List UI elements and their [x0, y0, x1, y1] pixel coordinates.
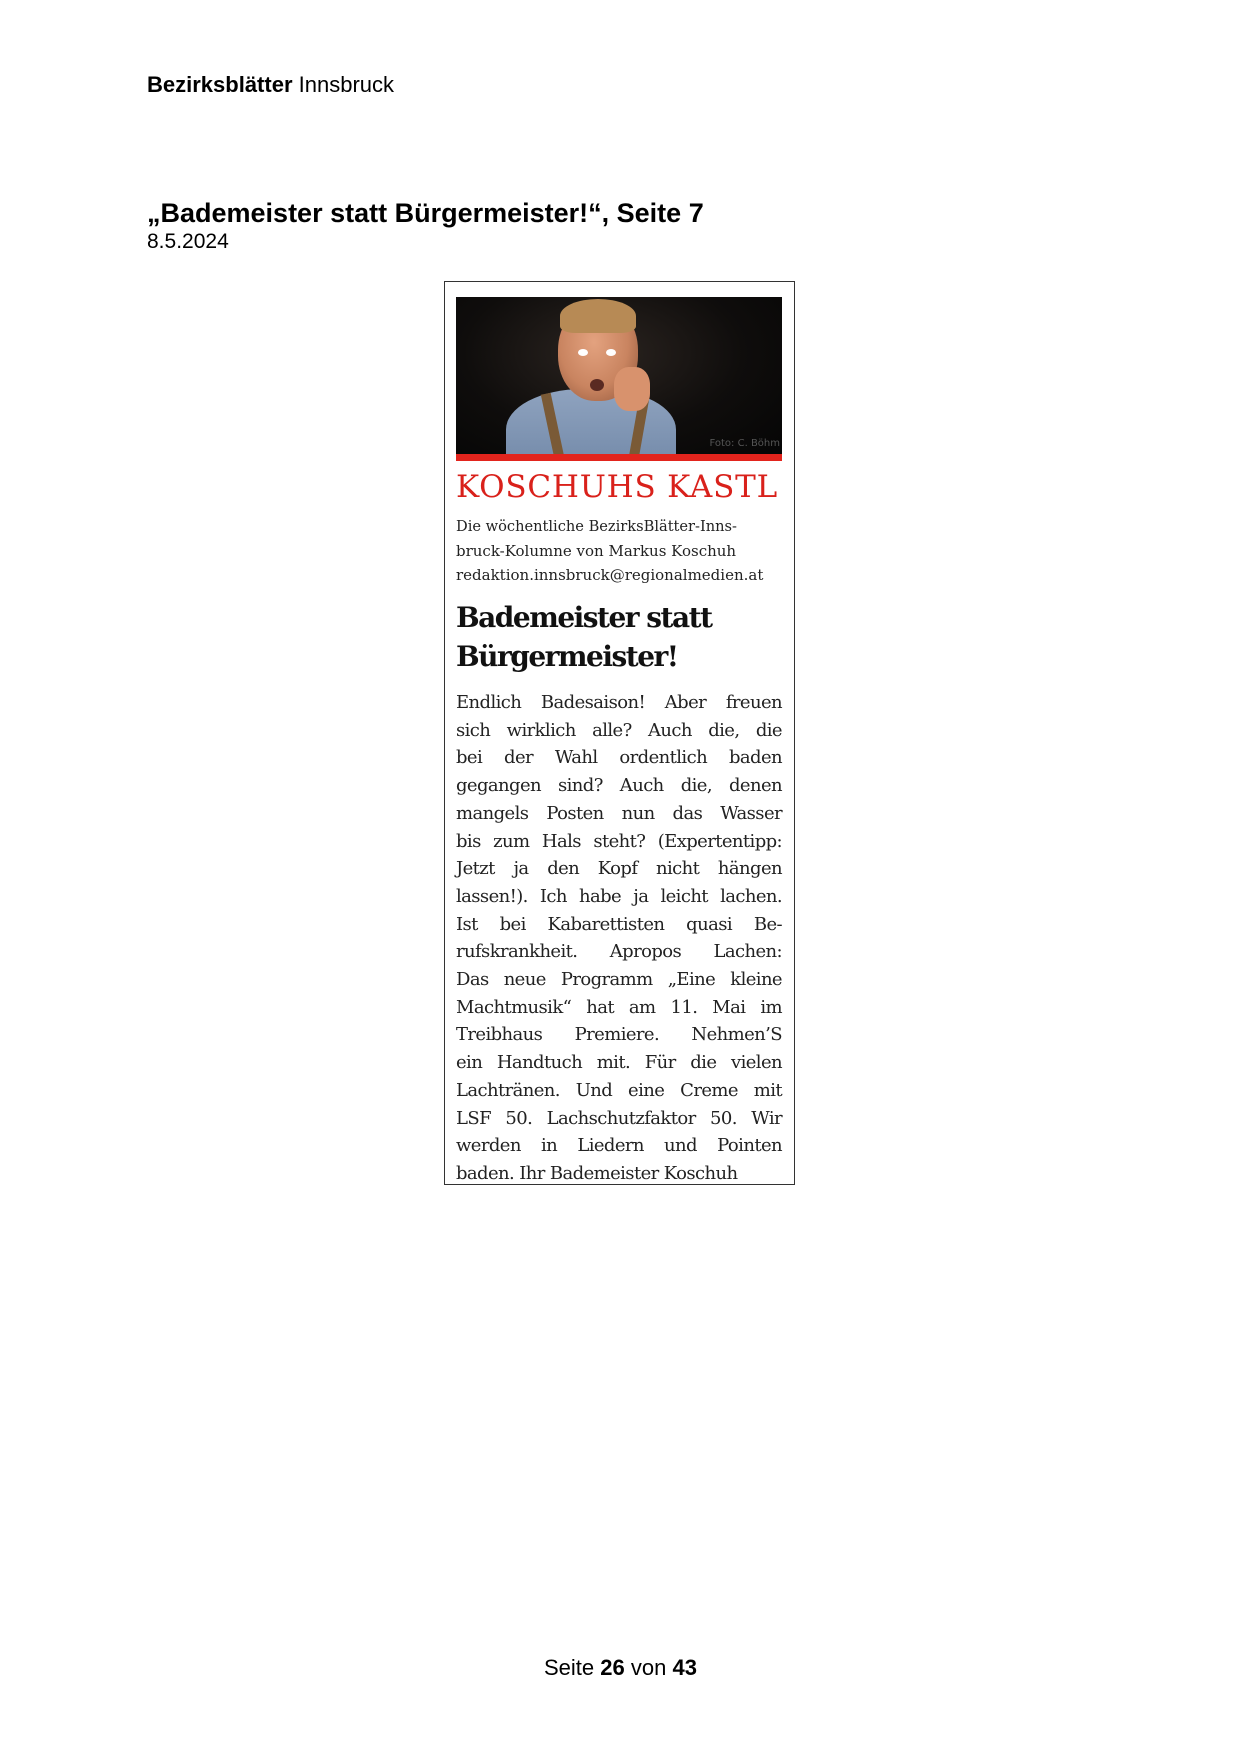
photo-mouth	[590, 379, 604, 391]
photo-credit: Foto: C. Böhm	[709, 438, 780, 449]
photo-eye-left	[578, 349, 588, 356]
publication-location: Innsbruck	[298, 72, 395, 97]
body-line: LSF 50. Lachschutzfaktor 50. Wir	[456, 1107, 782, 1129]
body-line: Jetzt ja den Kopf nicht hängen	[456, 858, 782, 880]
page-footer	[0, 1655, 1241, 1681]
photo-eye-right	[606, 349, 616, 356]
body-line: mangels Posten nun das Wasser	[456, 802, 782, 824]
body-line: Lachtränen. Und eine Creme mit	[456, 1079, 782, 1101]
body-line: bis zum Hals steht? (Expertentipp:	[456, 830, 782, 852]
body-line: gegangen sind? Auch die, denen	[456, 775, 782, 797]
red-divider-bar	[456, 454, 782, 461]
body-line: lassen!). Ich habe ja leicht lachen.	[456, 885, 782, 907]
photo-hand	[614, 367, 650, 411]
intro-line: bruck-Kolumne von Markus Koschuh	[456, 542, 737, 560]
footer-separator: von	[630, 1655, 667, 1680]
article-heading: „Bademeister statt Bürgermeister!“, Seite 7	[147, 198, 704, 228]
body-line: Machtmusik“ hat am 11. Mai im	[456, 996, 782, 1018]
publication-name: Bezirksblätter	[147, 72, 293, 97]
footer-page-number: 26	[600, 1655, 625, 1680]
body-line: werden in Liedern und Pointen	[456, 1135, 782, 1157]
column-body	[456, 689, 782, 1188]
intro-email: redaktion.innsbruck@regionalmedien.at	[456, 566, 764, 584]
headline-line: Bademeister statt	[456, 601, 712, 634]
newspaper-clipping	[444, 281, 795, 1185]
body-line: ein Handtuch mit. Für die vielen	[456, 1052, 782, 1074]
body-line: Das neue Programm „Eine kleine	[456, 969, 782, 991]
body-line: bei der Wahl ordentlich baden	[456, 747, 782, 769]
footer-prefix: Seite	[544, 1655, 595, 1680]
intro-line: Die wöchentliche BezirksBlätter-Inns-	[456, 518, 737, 535]
photo-hair	[560, 299, 636, 333]
body-line: sich wirklich alle? Auch die, die	[456, 719, 782, 741]
article-date: 8.5.2024	[147, 230, 229, 253]
body-line: Endlich Badesaison! Aber freuen	[456, 692, 782, 713]
body-line: baden. Ihr Bademeister Koschuh	[456, 1162, 738, 1184]
body-line: Treibhaus Premiere. Nehmen’S	[456, 1024, 782, 1046]
column-kicker: KOSCHUHS KASTL	[456, 469, 778, 505]
footer-page-total: 43	[672, 1655, 697, 1680]
column-intro	[456, 515, 786, 587]
body-line: Ist bei Kabarettisten quasi Be-	[456, 913, 782, 935]
columnist-photo	[456, 297, 782, 457]
body-line: rufskrankheit. Apropos Lachen:	[456, 941, 782, 963]
column-headline	[456, 598, 786, 676]
page-header	[147, 72, 394, 98]
headline-line: Bürgermeister!	[456, 640, 678, 673]
